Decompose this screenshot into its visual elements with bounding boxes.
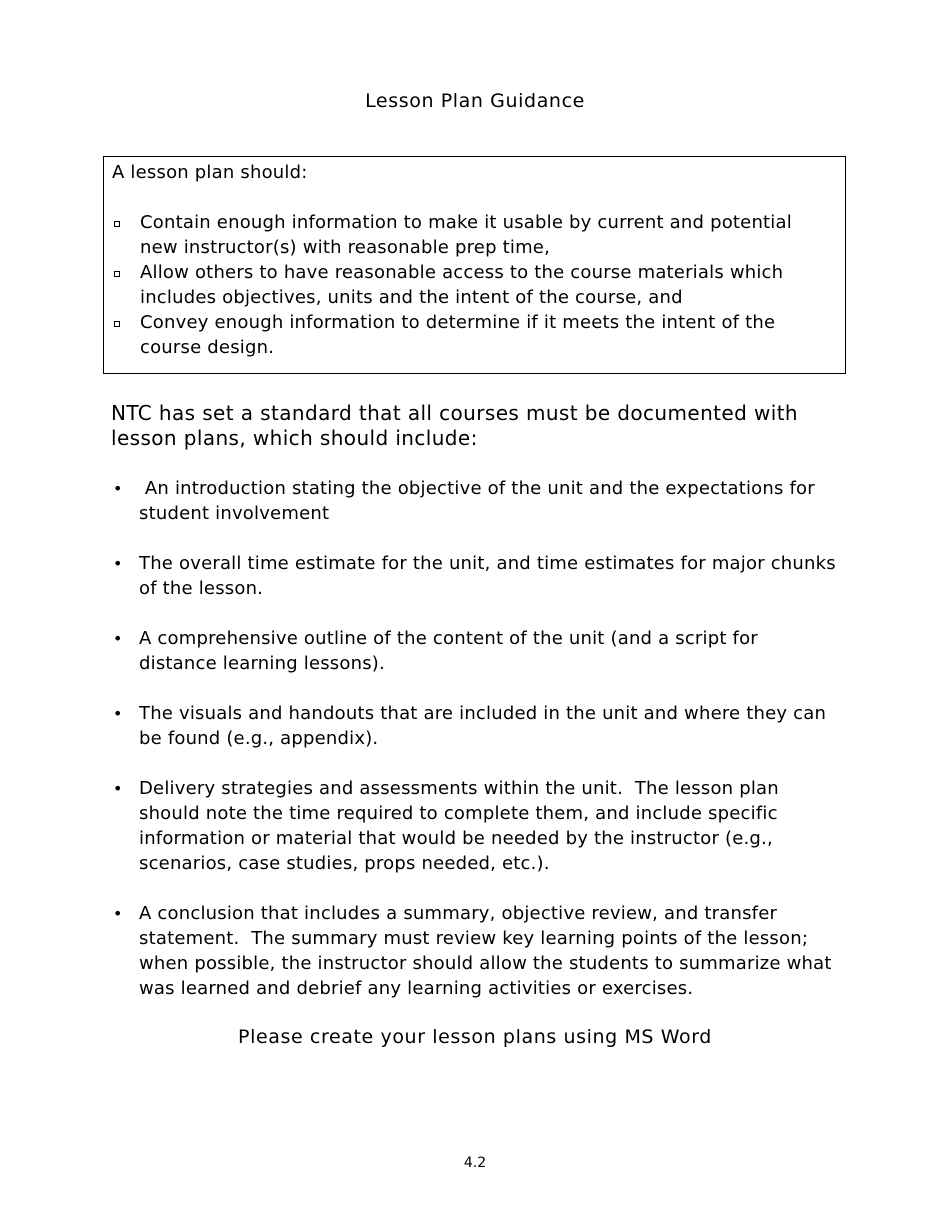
list-item (111, 901, 841, 1001)
list-item (111, 551, 841, 601)
bullet-dot-icon: • (113, 704, 123, 723)
box-heading: A lesson plan should: (112, 162, 308, 183)
box-list-item (112, 260, 824, 310)
page-number: 4.2 (463, 1155, 487, 1171)
list-item-text: An introduction stating the objective of the unit and the expectations for student involvement (139, 478, 821, 524)
box-list-item-text: Allow others to have reasonable access to the course materials which includes objectives, units and the intent of the course, and (140, 262, 784, 308)
box-checklist (112, 210, 824, 360)
list-item (111, 476, 841, 526)
box-list-item (112, 210, 824, 260)
list-item (111, 776, 841, 876)
square-bullet-icon (114, 271, 120, 277)
bullet-dot-icon: • (113, 779, 123, 798)
lesson-plan-requirements-box (103, 156, 846, 374)
list-item (111, 626, 841, 676)
list-item-text: The overall time estimate for the unit, and time estimates for major chunks of the lesson. (139, 553, 836, 599)
box-list-item-text: Convey enough information to determine if it meets the intent of the course design. (140, 312, 776, 358)
square-bullet-icon (114, 321, 120, 327)
bullet-dot-icon: • (113, 629, 123, 648)
page-title: Lesson Plan Guidance (365, 90, 585, 112)
bullet-dot-icon: • (113, 904, 123, 923)
list-item-text: Delivery strategies and assessments within the unit. The lesson plan should note the time required to complete them, and include specific information or material that would be needed by the instructor (e.g., scenarios, case studies, props needed, etc.). (139, 778, 785, 874)
box-list-item (112, 310, 824, 360)
list-item-text: The visuals and handouts that are included in the unit and where they can be found (e.g., appendix). (139, 703, 827, 749)
bullet-dot-icon: • (113, 479, 123, 498)
list-item (111, 701, 841, 751)
list-item-text: A comprehensive outline of the content of the unit (and a script for distance learning lessons). (139, 628, 758, 674)
list-item-text: A conclusion that includes a summary, objective review, and transfer statement. The summary must review key learning points of the lesson; when possible, the instructor should allow the students to summarize what was learned and debrief any learning activities or exercises. (139, 903, 838, 999)
square-bullet-icon (114, 221, 120, 227)
lesson-plan-contents-list (111, 476, 841, 1026)
box-list-item-text: Contain enough information to make it usable by current and potential new instructor(s) with reasonable prep time, (140, 212, 792, 258)
closing-instruction: Please create your lesson plans using MS Word (238, 1026, 712, 1048)
standard-intro-paragraph: NTC has set a standard that all courses must be documented with lesson plans, which should include: (111, 401, 799, 450)
bullet-dot-icon: • (113, 554, 123, 573)
